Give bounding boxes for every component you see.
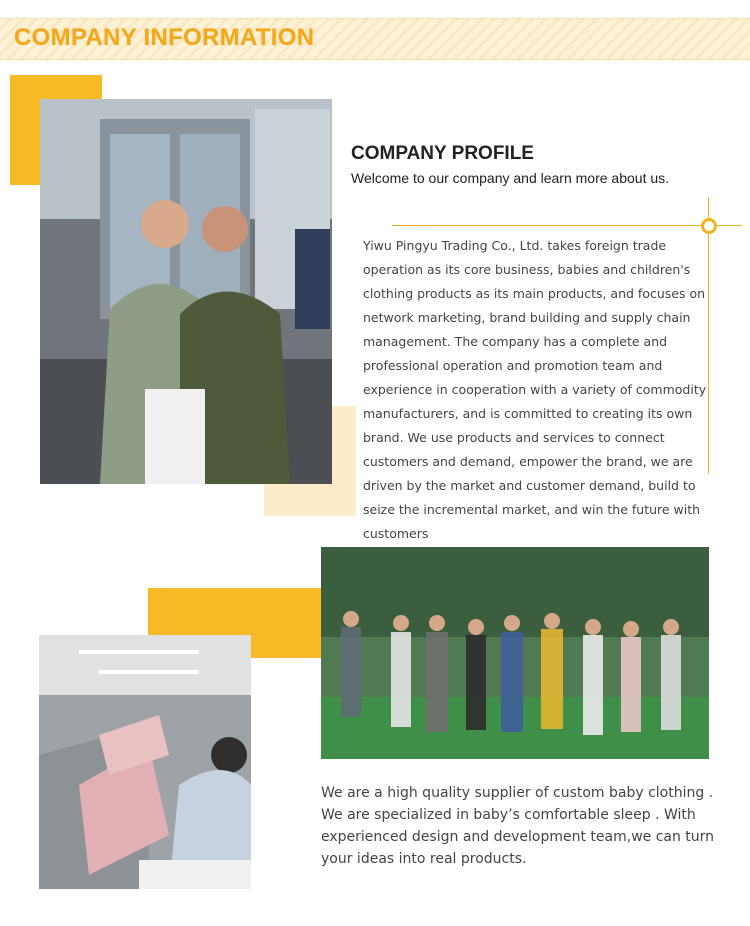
supplier-description: We are a high quality supplier of custom baby clothing . We are specialized in baby’s comfortable sleep . With experienced design and development team,we can turn your ideas into real products. bbox=[321, 785, 715, 867]
team-photo bbox=[321, 547, 709, 759]
decor-ring-dot bbox=[701, 218, 717, 234]
page-title: COMPANY INFORMATION bbox=[14, 24, 315, 51]
profile-title: COMPANY PROFILE bbox=[351, 143, 534, 164]
profile-body: Yiwu Pingyu Trading Co., Ltd. takes foreign trade operation as its core business, babies and children's clothing products as its main products, and focuses on network marketing, brand building and supply chain management. The company has a complete and professional operation and promotion team and experience in cooperation with a variety of commodity manufacturers, and is committed to creating its own brand. We use products and services to connect customers and demand, empower the brand, we are driven by the market and customer demand, build to seize the incremental market, and win the future with customers bbox=[363, 238, 707, 541]
decor-horizontal-line bbox=[392, 225, 742, 226]
profile-subtitle: Welcome to our company and learn more about us. bbox=[351, 170, 670, 186]
factory-photo bbox=[39, 635, 251, 889]
entrance-photo bbox=[40, 99, 332, 484]
